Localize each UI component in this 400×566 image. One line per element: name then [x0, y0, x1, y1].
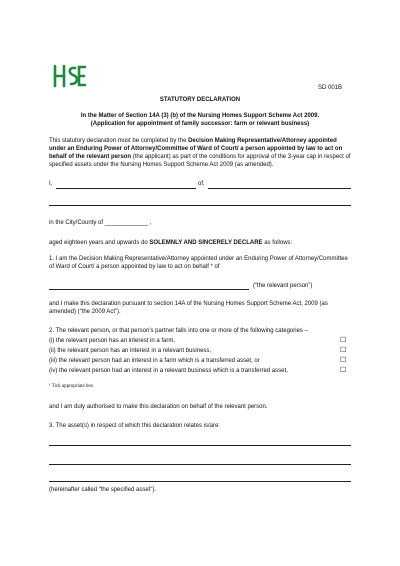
- specified-asset-label: (hereinafter called “the specified asset”).: [49, 487, 157, 493]
- solemnly-declare: SOLEMNLY AND SINCERELY DECLARE: [149, 240, 263, 246]
- relevant-person-field-line[interactable]: [49, 289, 249, 290]
- section-1-text: 1. I am the Decision Making Representative/Attorney appointed under an Enduring Power of Attorney/Committee of Ward of Court/ a person appointed by law to act on behalf * of: [49, 256, 348, 270]
- city-county-line: in the City/County of _____________ ,: [49, 220, 152, 226]
- relevant-person-label: (“the relevant person”): [253, 283, 313, 289]
- label-I: I,: [49, 181, 53, 187]
- intro-bold: Decision Making Representative/Attorney appointed under an Enduring Power of Attorney/Committee of Ward of Court/ a person appointed by law to act on behalf of the relevant person: [49, 138, 343, 160]
- checkbox-option-ii[interactable]: ☐: [340, 347, 347, 354]
- document-code: SD 001B: [318, 85, 343, 91]
- category-option-iv: (iv) the relevant person had an interest in a relevant business which is a transferred asset,: [49, 368, 288, 374]
- label-of: of,: [198, 181, 205, 187]
- intro-text-2: (the applicant) as part of the conditions for approval of the 3-year cap in respect of specified assets under the Nursing Homes Support Scheme Act 2009 (as amended).: [49, 154, 351, 168]
- name-field-line[interactable]: [56, 188, 196, 189]
- asset-field-line-3[interactable]: [49, 481, 351, 482]
- category-option-iii: (iii) the relevant person had an interest in a farm which is a transferred asset, or: [49, 358, 260, 364]
- address-field-line[interactable]: [208, 188, 351, 189]
- section-3-heading: 3. The asset(s) in respect of which this declaration relates is/are:: [49, 423, 220, 429]
- category-option-ii: (ii) the relevant person has an interest in a relevant business,: [49, 348, 212, 354]
- subtitle-act: In the Matter of Section 14A (3) (b) of the Nursing Homes Support Scheme Act 2009.: [80, 113, 320, 119]
- checkbox-option-i[interactable]: ☐: [340, 337, 347, 344]
- checkbox-option-iii[interactable]: ☐: [340, 357, 347, 364]
- section-2-heading: 2. The relevant person, or that person’s partner falls into one or more of the following categories –: [49, 328, 308, 334]
- authorised-statement: and I am duly authorised to make this declaration on behalf of the relevant person.: [49, 404, 268, 410]
- asset-field-line-1[interactable]: [49, 445, 351, 446]
- tick-footnote: ¹ Tick appropriate box: [49, 384, 94, 389]
- asset-field-line-2[interactable]: [49, 464, 351, 465]
- aged-post: as follows:: [262, 240, 293, 246]
- intro-paragraph: [49, 137, 354, 169]
- page-title: STATUTORY DECLARATION: [159, 97, 241, 103]
- category-option-i: (i) the relevant person has an interest in a farm,: [49, 338, 176, 344]
- aged-pre: aged eighteen years and upwards do: [49, 240, 150, 246]
- subtitle-application: (Application for appointment of family successor: farm or relevant business): [90, 121, 310, 127]
- address-field-line-2[interactable]: [49, 205, 351, 206]
- hse-logo: [50, 62, 88, 90]
- aged-declaration: [49, 239, 292, 247]
- checkbox-option-iv[interactable]: ☐: [340, 367, 347, 374]
- intro-text-1: This statutory declaration must be completed by the: [49, 138, 189, 144]
- pursuant-paragraph: and I make this declaration pursuant to section 14A of the Nursing Homes Support Scheme Act, 2009 (as amended) (“the 2009 Act”).: [49, 301, 328, 315]
